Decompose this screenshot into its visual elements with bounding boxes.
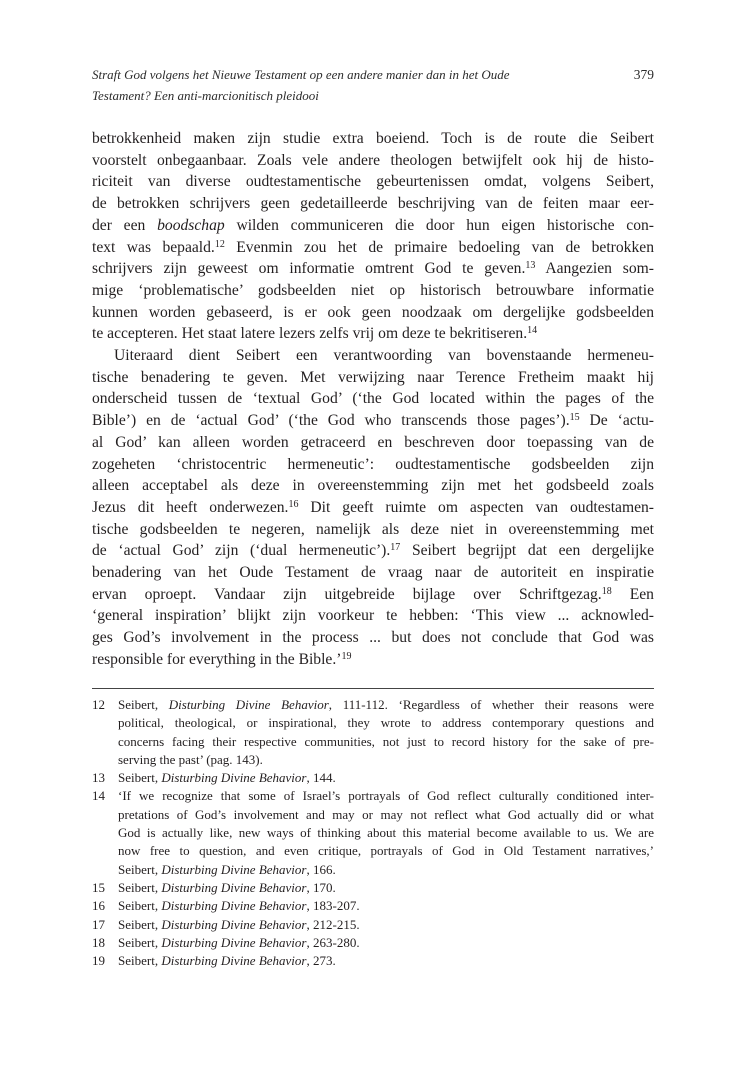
emphasis-boodschap: boodschap — [157, 216, 225, 234]
text-line: Uiteraard dient Seibert een verantwoording van bovenstaande hermeneu- — [114, 347, 654, 365]
footnote-17 — [92, 916, 654, 934]
footnote-author: Seibert, — [118, 898, 159, 914]
footnote-author: Seibert, — [118, 953, 159, 969]
footnote-number: 16 — [92, 898, 105, 914]
paragraph-1 — [92, 128, 654, 345]
text-line: alleen acceptabel als deze in overeenstemming zijn met het godsbeeld zoals — [92, 477, 654, 495]
footnote-author: Seibert, — [118, 916, 159, 932]
footnote-book-title: Disturbing Divine Behavior — [161, 770, 307, 786]
footnote-number: 19 — [92, 953, 105, 969]
footnote-text: , 170. — [306, 879, 336, 895]
footnote-text: , 166. — [306, 861, 336, 877]
footnote-text: , 111-112. ‘Regardless of whether their reasons were — [328, 697, 654, 712]
text-line: riciteit van diverse oudtestamentische gebeurtenissen omdat, volgens Seibert, — [92, 173, 654, 191]
footnote-divider — [92, 688, 654, 689]
text-run: Seibert begrijpt dat een dergelijke — [400, 542, 654, 560]
text-line: ges God’s involvement in the process ... but does not conclude that God was — [92, 629, 654, 647]
text-run: Aangezien som- — [535, 260, 654, 278]
footnote-text: , 263-280. — [306, 934, 360, 950]
text-line: de betrokken schrijvers geen gedetailleerde beschrijving van de feiten maar eer- — [92, 195, 654, 213]
text-run: text was bepaald. — [92, 238, 215, 256]
running-head — [92, 64, 546, 106]
text-run: Een — [611, 585, 654, 603]
text-line — [92, 237, 654, 259]
footnote-number: 14 — [92, 788, 105, 804]
footnote-author: Seibert, — [118, 934, 159, 950]
footnote-ref-16[interactable]: 16 — [288, 498, 299, 510]
footnote-book-title: Disturbing Divine Behavior — [161, 898, 307, 914]
footnote-line: serving the past’ (pag. 143). — [118, 751, 263, 767]
footnote-line — [118, 916, 654, 934]
footnote-line: God is actually like, new ways of thinking about this material become available to us. We are — [118, 825, 654, 841]
text-run: ervan oproept. Vandaar zijn uitgebreide bijlage over Schriftgezag. — [92, 585, 602, 603]
footnote-number: 12 — [92, 697, 105, 712]
footnote-number: 15 — [92, 879, 105, 895]
text-line — [92, 323, 654, 345]
text-run: Evenmin zou het de primaire bedoeling van de betrokken — [224, 238, 654, 256]
footnote-line: political, theological, or inspirational, they wrote to address contemporary questions and — [118, 715, 654, 731]
body-text — [92, 128, 654, 671]
text-line: tische benadering te geven. Met verwijzing naar Terence Fretheim maakt hij — [92, 368, 654, 386]
text-line — [92, 540, 654, 562]
footnote-ref-14[interactable]: 14 — [527, 325, 538, 337]
text-line: ‘general inspiration’ blijkt zijn voorkeur te hebben: ‘This view ... acknowled- — [92, 607, 654, 625]
footnote-line: pretations of God’s involvement and may or may not reflect what God actually did or what — [118, 806, 654, 822]
text-line — [92, 410, 654, 432]
footnote-15 — [92, 879, 654, 897]
footnote-author: Seibert, — [118, 861, 162, 877]
footnote-number: 18 — [92, 934, 105, 950]
text-run: responsible for everything in the Bible.’ — [92, 650, 342, 668]
text-run: De ‘actu- — [579, 412, 654, 430]
footnote-text: , 183-207. — [306, 898, 360, 914]
footnote-book-title: Disturbing Divine Behavior — [161, 861, 307, 877]
footnote-book-title: Disturbing Divine Behavior — [161, 916, 307, 932]
footnotes — [92, 696, 654, 970]
text-run: wilden communiceren die door hun eigen historische con- — [224, 216, 654, 234]
text-run: te accepteren. Het staat latere lezers zelfs vrij om deze te bekritiseren. — [92, 325, 528, 343]
footnote-19 — [92, 952, 654, 970]
footnote-book-title: Disturbing Divine Behavior — [161, 879, 307, 895]
footnote-ref-12[interactable]: 12 — [214, 238, 225, 250]
footnote-ref-18[interactable]: 18 — [601, 585, 612, 597]
text-line — [92, 215, 654, 237]
text-line — [92, 649, 654, 671]
footnote-16 — [92, 897, 654, 915]
footnote-ref-13[interactable]: 13 — [525, 260, 536, 272]
text-run: Bible’) en de ‘actual God’ (‘the God who transcends those pages’). — [92, 412, 570, 430]
text-line — [92, 584, 654, 606]
footnote-text: , 144. — [306, 770, 336, 786]
text-line — [92, 258, 654, 280]
text-line: zogeheten ‘christocentric hermeneutic’: oudtestamentische godsbeelden zijn — [92, 455, 654, 473]
footnote-number: 17 — [92, 916, 105, 932]
footnote-author: Seibert, — [118, 697, 159, 712]
footnote-line — [118, 897, 654, 915]
text-run: schrijvers zijn geweest om informatie omtrent God te geven. — [92, 260, 526, 278]
footnote-12 — [92, 696, 654, 769]
footnote-line — [118, 934, 654, 952]
footnote-author: Seibert, — [118, 879, 159, 895]
paragraph-2 — [92, 345, 654, 671]
footnote-18 — [92, 934, 654, 952]
footnote-number: 13 — [92, 770, 105, 786]
footnote-text: , 212-215. — [306, 916, 360, 932]
text-line — [92, 497, 654, 519]
text-run: der een — [92, 216, 158, 234]
footnote-author: Seibert, — [118, 770, 159, 786]
footnote-ref-15[interactable]: 15 — [569, 412, 580, 424]
footnote-line: ‘If we recognize that some of Israel’s portrayals of God reflect culturally conditioned inter- — [118, 788, 654, 804]
footnote-ref-17[interactable]: 17 — [390, 542, 401, 554]
footnote-line — [118, 879, 654, 897]
text-line: onderscheid tussen de ‘textual God’ (‘the God located within the pages of the — [92, 390, 654, 408]
text-line: mige ‘problematische’ godsbeelden niet op historisch betrouwbare informatie — [92, 281, 654, 299]
text-line: voorstelt onbegaanbaar. Zoals vele andere theologen betwijfelt ook hij de histo- — [92, 151, 654, 169]
text-line: benadering van het Oude Testament de vraag naar de autoriteit en inspiratie — [92, 564, 654, 582]
footnote-text: , 273. — [306, 953, 336, 969]
text-line: al God’ kan alleen worden getraceerd en beschreven door toepassing van de — [92, 433, 654, 451]
footnote-line — [118, 769, 654, 787]
text-line: tische godsbeelden te negeren, namelijk als deze niet in overeenstemming met — [92, 520, 654, 538]
text-run: de ‘actual God’ zijn (‘dual hermeneutic’). — [92, 542, 391, 560]
running-head-line-1: Straft God volgens het Nieuwe Testament op een andere manier dan in het Oude — [92, 67, 510, 82]
footnote-line — [118, 861, 654, 879]
text-line: kunnen worden gebaseerd, is er ook geen noodzaak om dergelijke godsbeelden — [92, 303, 654, 321]
footnote-13 — [92, 769, 654, 787]
footnote-book-title: Disturbing Divine Behavior — [161, 934, 307, 950]
footnote-14 — [92, 787, 654, 878]
footnote-book-title: Disturbing Divine Behavior — [161, 953, 307, 969]
footnote-line: concerns facing their respective communities, not just to record history for the sake of pre- — [118, 733, 654, 749]
footnote-line — [118, 952, 654, 970]
running-head-line-2: Testament? Een anti-marcionitisch pleidooi — [92, 88, 319, 103]
text-run: Jezus dit heeft onderwezen. — [92, 498, 289, 516]
footnote-line — [118, 696, 654, 714]
footnote-line: now free to question, and even critique, portrayals of God in Old Testament narratives,’ — [118, 843, 654, 859]
text-line: betrokkenheid maken zijn studie extra boeiend. Toch is de route die Seibert — [92, 130, 654, 147]
footnote-ref-19[interactable]: 19 — [341, 650, 352, 662]
footnote-book-title: Disturbing Divine Behavior — [168, 697, 329, 712]
page-number: 379 — [633, 67, 654, 82]
text-run: Dit geeft ruimte om aspecten van oudtestamen- — [298, 498, 654, 516]
